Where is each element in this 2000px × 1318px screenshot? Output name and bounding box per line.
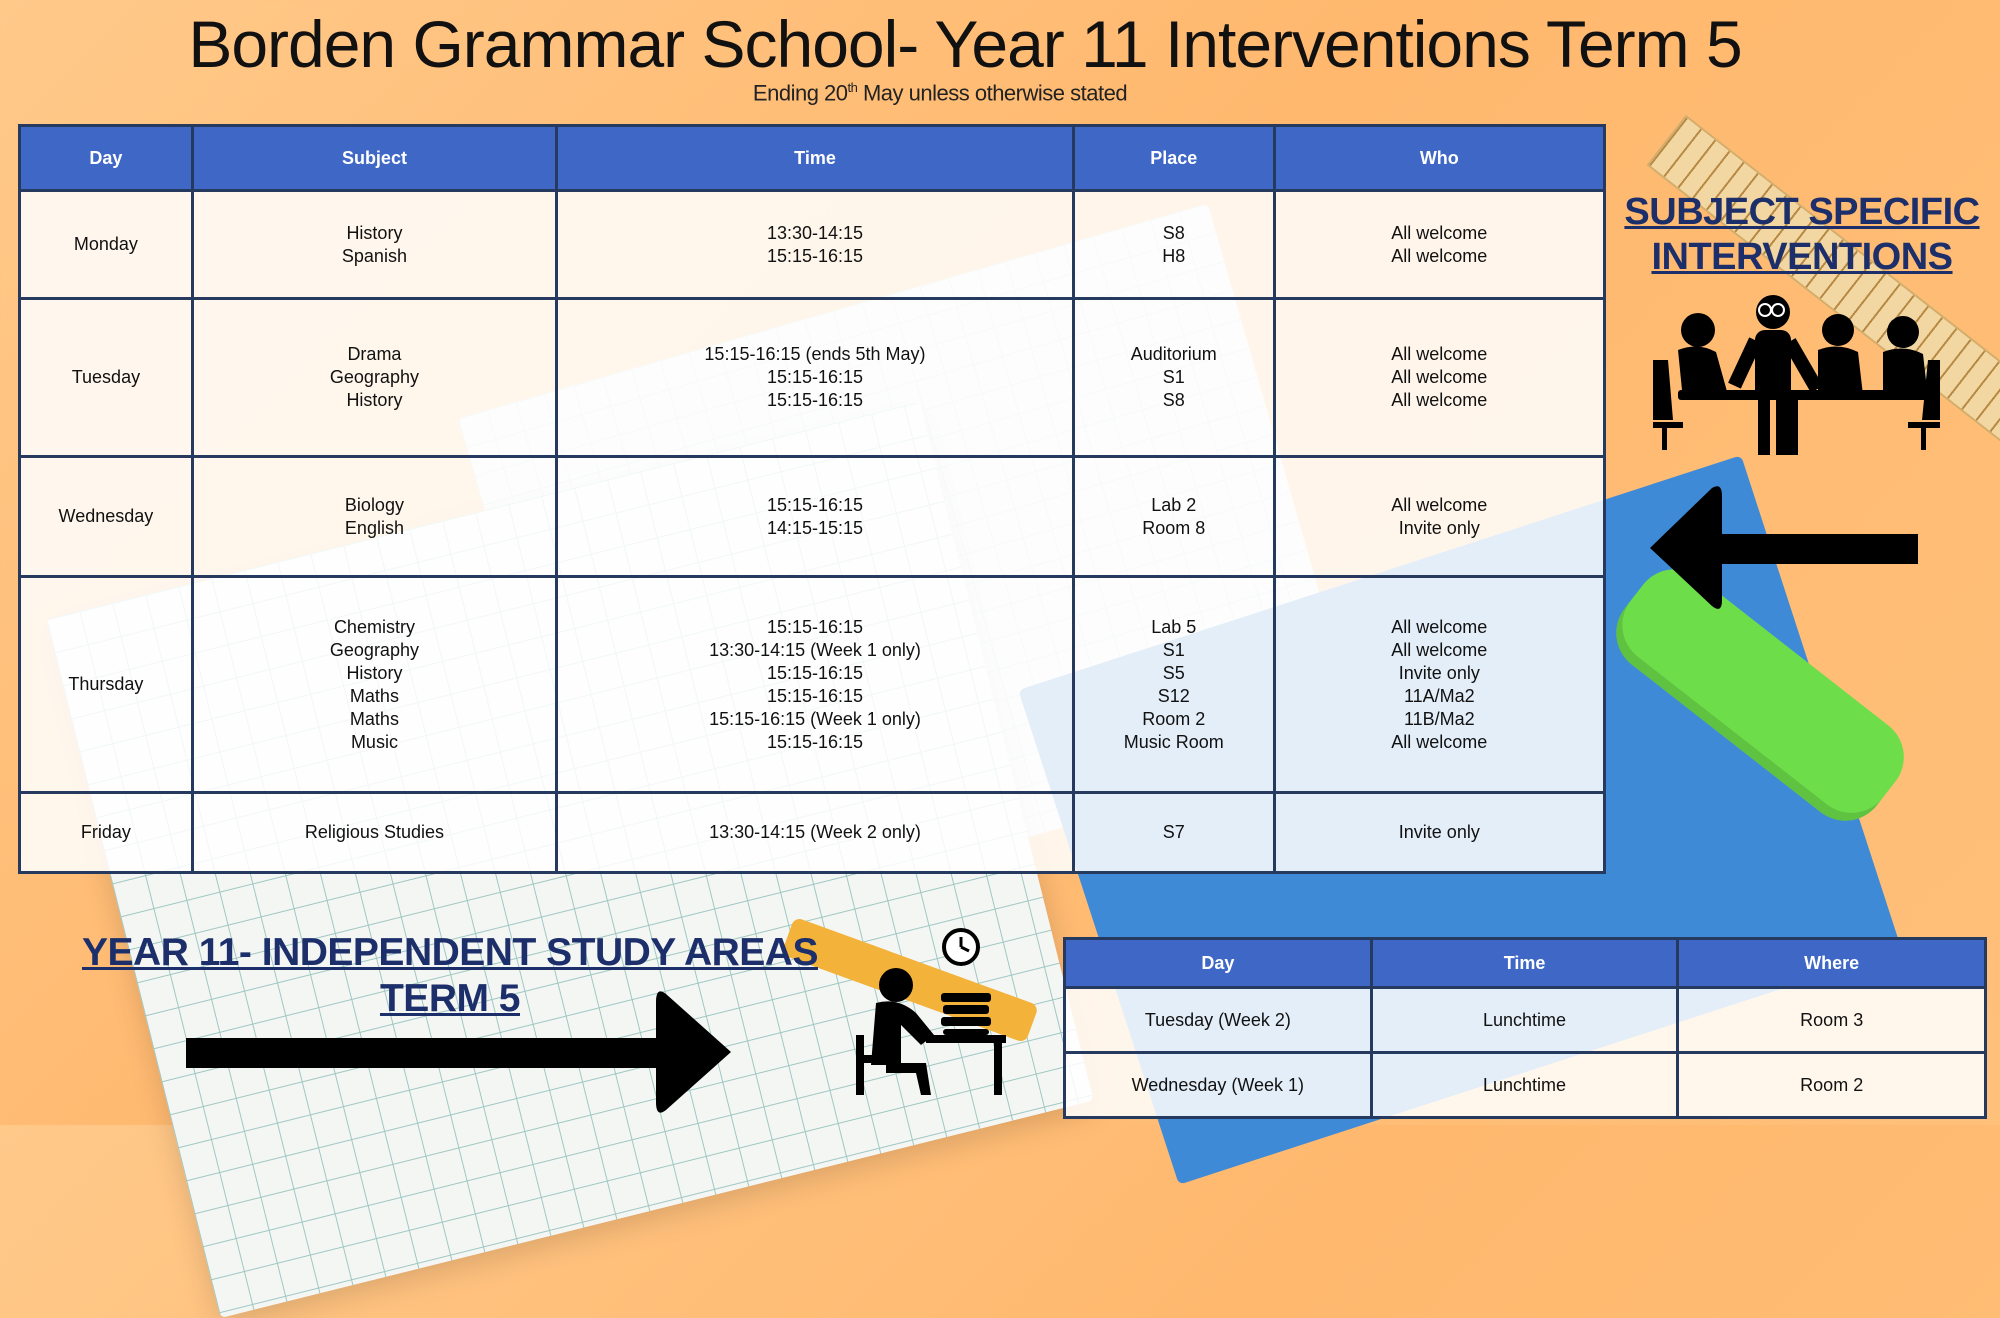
- who-cell: Invite only: [1274, 793, 1604, 873]
- time-cell: 15:15-16:15 13:30-14:15 (Week 1 only) 15:15-16:15 15:15-16:15 15:15-16:15 (Week 1 only) 15:15-16:15: [557, 577, 1074, 793]
- interventions-table: [18, 124, 1606, 874]
- page-subtitle: Ending 20th May unless otherwise stated: [752, 80, 1128, 106]
- subject-cell: Religious Studies: [192, 793, 556, 873]
- subject-specific-heading: SUBJECT SPECIFIC INTERVENTIONS: [1624, 191, 1980, 278]
- header-who: Who: [1274, 126, 1604, 191]
- header-place: Place: [1073, 126, 1274, 191]
- where-cell: Room 3: [1678, 988, 1986, 1053]
- time-cell: 13:30-14:15 15:15-16:15: [557, 191, 1074, 299]
- place-cell: S8 H8: [1073, 191, 1274, 299]
- day-cell: Tuesday: [20, 299, 193, 457]
- who-cell: All welcome All welcome: [1274, 191, 1604, 299]
- subject-cell: Drama Geography History: [192, 299, 556, 457]
- day-cell: Friday: [20, 793, 193, 873]
- arrow-left-icon: [1650, 486, 1920, 610]
- header-day: Day: [20, 126, 193, 191]
- header-time: Time: [1371, 939, 1678, 988]
- page-title: Borden Grammar School- Year 11 Interventions Term 5: [188, 7, 1742, 81]
- place-cell: Lab 2 Room 8: [1073, 457, 1274, 577]
- time-cell: 15:15-16:15 14:15-15:15: [557, 457, 1074, 577]
- who-cell: All welcome All welcome All welcome: [1274, 299, 1604, 457]
- student-studying-icon: [846, 925, 1011, 1100]
- subject-cell: History Spanish: [192, 191, 556, 299]
- table-row: [20, 793, 1605, 873]
- day-cell: Thursday: [20, 577, 193, 793]
- who-cell: All welcome All welcome Invite only 11A/Ma2 11B/Ma2 All welcome: [1274, 577, 1604, 793]
- header-subject: Subject: [192, 126, 556, 191]
- place-cell: S7: [1073, 793, 1274, 873]
- day-cell: Wednesday: [20, 457, 193, 577]
- day-cell: Wednesday (Week 1): [1065, 1053, 1372, 1118]
- meeting-icon: [1638, 290, 1948, 460]
- header-day: Day: [1065, 939, 1372, 988]
- study-areas-table: [1063, 937, 1987, 1119]
- time-cell: 15:15-16:15 (ends 5th May) 15:15-16:15 15:15-16:15: [557, 299, 1074, 457]
- where-cell: Room 2: [1678, 1053, 1986, 1118]
- independent-study-heading: YEAR 11- INDEPENDENT STUDY AREAS TERM 5: [82, 931, 818, 1020]
- place-cell: Auditorium S1 S8: [1073, 299, 1274, 457]
- subject-cell: Biology English: [192, 457, 556, 577]
- table-row: [20, 299, 1605, 457]
- subject-cell: Chemistry Geography History Maths Maths Music: [192, 577, 556, 793]
- time-cell: Lunchtime: [1371, 1053, 1678, 1118]
- table-row: [1065, 988, 1986, 1053]
- table-row: [20, 457, 1605, 577]
- study-header-row: [1065, 939, 1986, 988]
- table-row: [20, 577, 1605, 793]
- who-cell: All welcome Invite only: [1274, 457, 1604, 577]
- day-cell: Monday: [20, 191, 193, 299]
- time-cell: Lunchtime: [1371, 988, 1678, 1053]
- arrow-right-icon: [186, 990, 731, 1114]
- header-where: Where: [1678, 939, 1986, 988]
- place-cell: Lab 5 S1 S5 S12 Room 2 Music Room: [1073, 577, 1274, 793]
- table-row: [1065, 1053, 1986, 1118]
- day-cell: Tuesday (Week 2): [1065, 988, 1372, 1053]
- time-cell: 13:30-14:15 (Week 2 only): [557, 793, 1074, 873]
- header-time: Time: [557, 126, 1074, 191]
- interventions-header-row: [20, 126, 1605, 191]
- table-row: [20, 191, 1605, 299]
